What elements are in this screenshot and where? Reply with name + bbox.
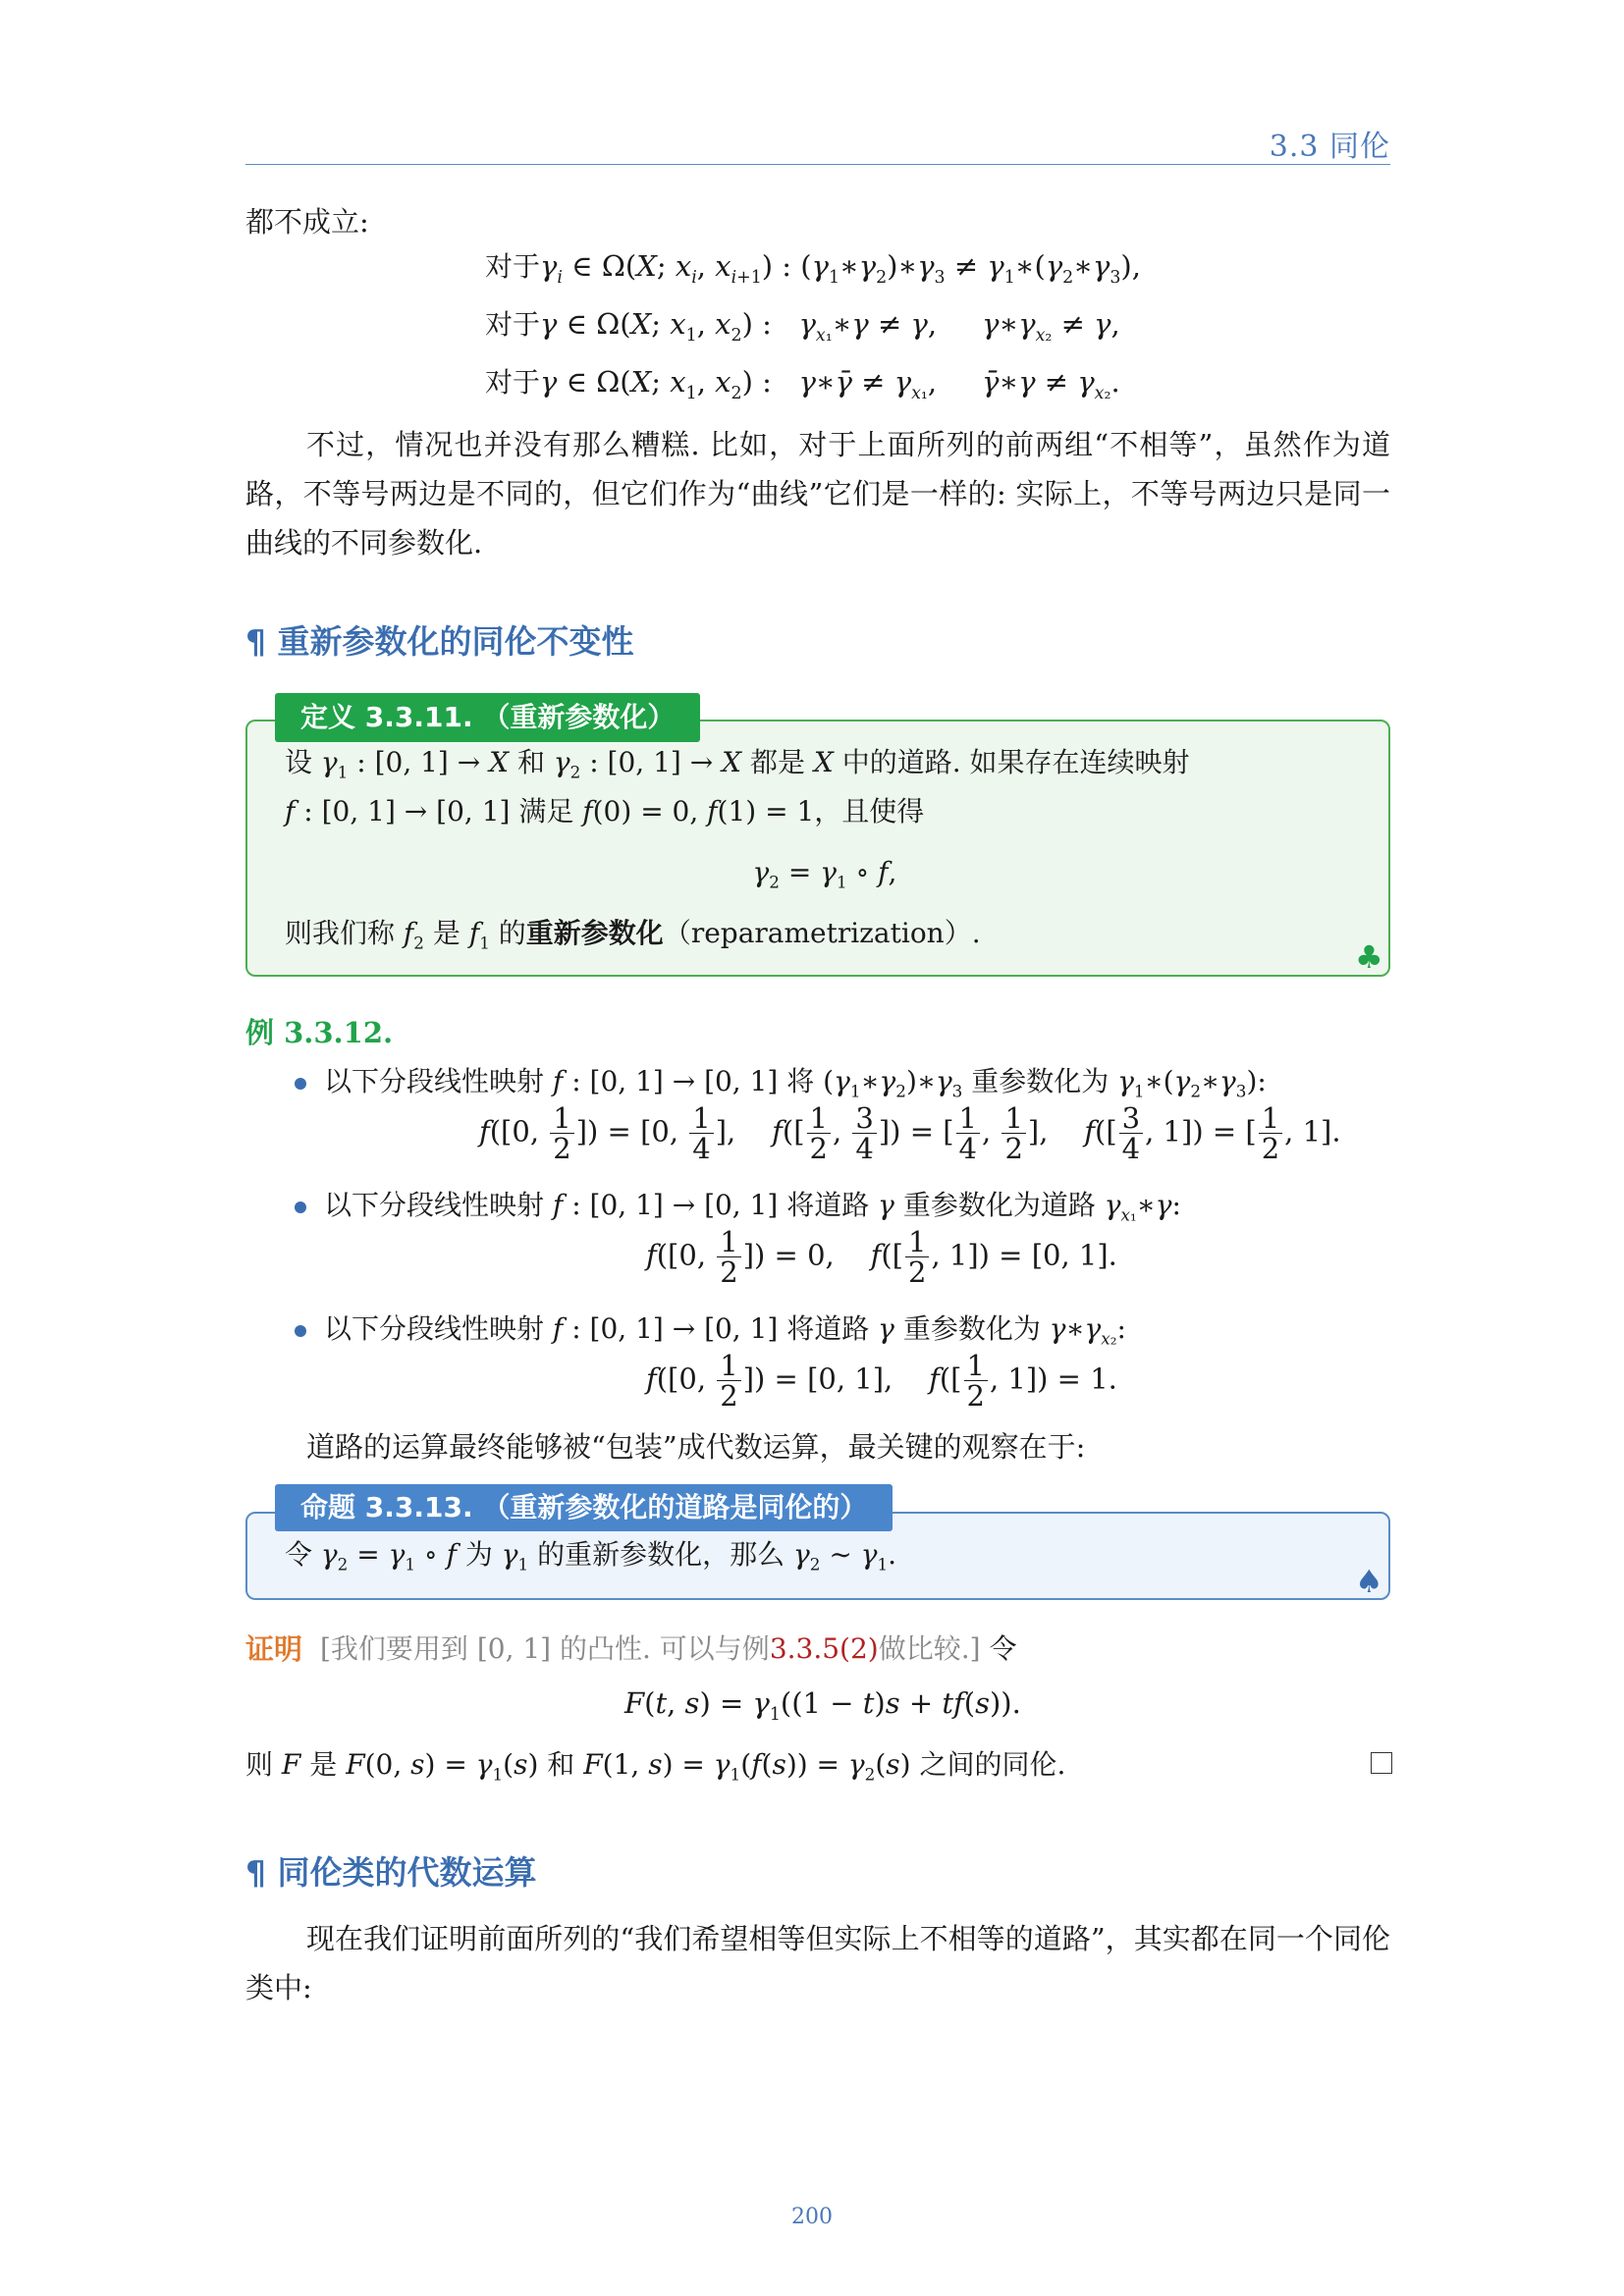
proof-hint-text: [我们要用到 [0, 1] 的凸性. 可以与例 [320, 1632, 770, 1665]
paragraph: 现在我们证明前面所列的“我们希望相等但实际上不相等的道路”，其实都在同一个同伦类中: [245, 1922, 1390, 2004]
definition-text: 则我们称 [285, 917, 396, 949]
formula-row-3: 对于γ ∈ Ω(X; $x_1$, $x_2$) : γ∗γ̄ ≠ $\gamma_{x_1}$, γ̄∗γ ≠ $\gamma_{x_2}$. [485, 365, 1120, 403]
row-label: 对于 [485, 366, 541, 399]
definition-formula: $\gamma_2 = \gamma_1$ ∘ f, [752, 856, 897, 892]
definition-text: 中的道路. 如果存在连续映射 [841, 746, 1190, 778]
example-text: 将道路 [786, 1312, 870, 1345]
formula-row-2: 对于γ ∈ Ω(X; $x_1$, $x_2$) : $\gamma_{x_1}∗\gamma \ne \gamma$, $\gamma∗\gamma_{x_2} \ne \gamma$, [485, 307, 1120, 346]
proposition-title: 命题 3.3.13. （重新参数化的道路是同伦的） [275, 1484, 893, 1531]
example-text: 将道路 [786, 1189, 870, 1221]
paragraph: 不过，情况也并没有那么糟糕. 比如，对于上面所列的前两组“不相等”，虽然作为道路，不等号两边是不同的，但它们作为“曲线”它们是一样的: 实际上，不等号两边只是同一曲线的不同参数化. [245, 428, 1390, 560]
intro-line: 都不成立: [245, 205, 369, 239]
proof-formula: F(t, $s) = \gamma_1((1 - t)s + tf(s))$. [624, 1686, 1021, 1725]
example-item-3: 以下分段线性映射 f : [0, 1] → [0, 1] 将道路 γ 重参数化为 $\gamma∗\gamma_{x_2}$: [324, 1312, 1126, 1349]
example-text: 重参数化为道路 [902, 1189, 1096, 1221]
bullet-icon [295, 1078, 306, 1090]
example-formula-2: f([0, $\frac{1}{2}$ ]) = 0, f([ $\frac{1}{2}$ , 1]) = [0, 1]. [646, 1225, 1117, 1289]
definition-body [285, 738, 1365, 958]
proof-text: 是 [309, 1748, 338, 1781]
section-heading: ¶ 同伦类的代数运算 [245, 1853, 537, 1892]
proof-conclusion: 则 F 是 F(0, $s) = \gamma_1(s)$ 和 F(1, $s) = \gamma_1(f(s)) = \gamma_2(s)$ 之间的同伦. [245, 1748, 1066, 1785]
example-text: 将 [786, 1065, 815, 1097]
row-label: 对于 [485, 250, 541, 283]
formula-row-1: 对于$\gamma_i$ ∈ Ω(X; $x_i$, $x_{i+1}$) : $(\gamma_1∗\gamma_2)∗\gamma_3$ ≠ $\gamma_1∗(\gamma_2∗\gamma_3)$, [485, 249, 1141, 288]
proof-text: 令 [989, 1632, 1017, 1665]
definition-text: 和 [516, 746, 545, 778]
example-text: 重参数化为 [971, 1065, 1110, 1097]
example-formula-1: f([0, $\frac{1}{2}$ ]) = [0, $\frac{1}{4}$ ], f([ $\frac{1}{2}$ , $\frac{3}{4}$ ]) = [ $\frac{1}{4}$ , $\frac{1}{2}$ ], f([ $\frac{3}{4}$ , 1]) = [ $\frac{1}{2}$ , 1]. [479, 1101, 1341, 1165]
definition-text: ，且使得 [814, 795, 925, 828]
example-text: 以下分段线性映射 [324, 1065, 545, 1097]
proof-hint-text: 做比较.] [878, 1632, 981, 1665]
section-heading: ¶ 重新参数化的同伦不变性 [245, 622, 634, 661]
row-label: 对于 [485, 308, 541, 341]
example-text: 以下分段线性映射 [324, 1189, 545, 1221]
proposition-text: 的重新参数化，那么 [537, 1538, 785, 1571]
definition-text: 设 [285, 746, 313, 778]
defined-term: 重新参数化 [525, 917, 664, 949]
spade-icon: ♠ [1355, 1563, 1383, 1600]
definition-english: （reparametrization）. [663, 917, 981, 949]
running-header: 3.3 同伦 [1269, 130, 1390, 164]
club-icon: ♣ [1355, 938, 1383, 976]
bullet-icon [295, 1201, 306, 1213]
example-reference-link[interactable]: 3.3.5(2) [769, 1632, 879, 1665]
proof-text: 之间的同伦. [919, 1748, 1066, 1781]
definition-line: f : [0, 1] → [0, 1] 满足 f(0) = 0, f(1) = 1，且使得 [285, 795, 925, 828]
proof-text: 则 [245, 1748, 274, 1781]
definition-title: 定义 3.3.11. （重新参数化） [275, 693, 700, 742]
definition-text: 满足 [518, 795, 574, 828]
definition-line: 则我们称 $f_2$ 是 $f_1$ 的重新参数化（reparametrization）. [285, 917, 981, 953]
example-formula-3: f([0, $\frac{1}{2}$ ]) = [0, 1], f([ $\frac{1}{2}$ , 1]) = 1. [646, 1349, 1117, 1413]
bullet-icon [295, 1325, 306, 1337]
bridge-text: 道路的运算最终能够被“包装”成代数运算，最关键的观察在于: [306, 1430, 1086, 1464]
definition-line: 设 $\gamma_1$ : [0, 1] → X 和 $\gamma_2$ : [0, 1] → X 都是 X 中的道路. 如果存在连续映射 [285, 746, 1190, 782]
example-text: 重参数化为 [902, 1312, 1041, 1345]
example-label: 例 3.3.12. [245, 1016, 394, 1049]
proof-text: 和 [547, 1748, 575, 1781]
example-item-2: 以下分段线性映射 f : [0, 1] → [0, 1] 将道路 γ 重参数化为道路 $\gamma_{x_1}∗\gamma$: [324, 1189, 1181, 1225]
proposition-text: 令 [285, 1538, 313, 1571]
proof-label: 证明 [245, 1632, 303, 1666]
proposition-text: 为 [464, 1538, 493, 1571]
definition-text: 是 [432, 917, 460, 949]
example-item-1: 以下分段线性映射 f : [0, 1] → [0, 1] 将 $(\gamma_1∗\gamma_2)∗\gamma_3$ 重参数化为 $\gamma_1∗(\gamma_2∗\gamma_3)$: [324, 1065, 1267, 1101]
page-number: 200 [791, 2205, 833, 2229]
proposition-body: 令 $\gamma_2 = \gamma_1$ ∘ f 为 $\gamma_1$ 的重新参数化，那么 $\gamma_2$ ∼ $\gamma_1$. [285, 1538, 897, 1575]
definition-text: 的 [498, 917, 526, 949]
example-text: 以下分段线性映射 [324, 1312, 545, 1345]
proof-hint [320, 1628, 1016, 1667]
header-rule [245, 164, 1390, 165]
qed-square-icon [1371, 1752, 1392, 1774]
definition-text: 都是 [749, 746, 805, 778]
